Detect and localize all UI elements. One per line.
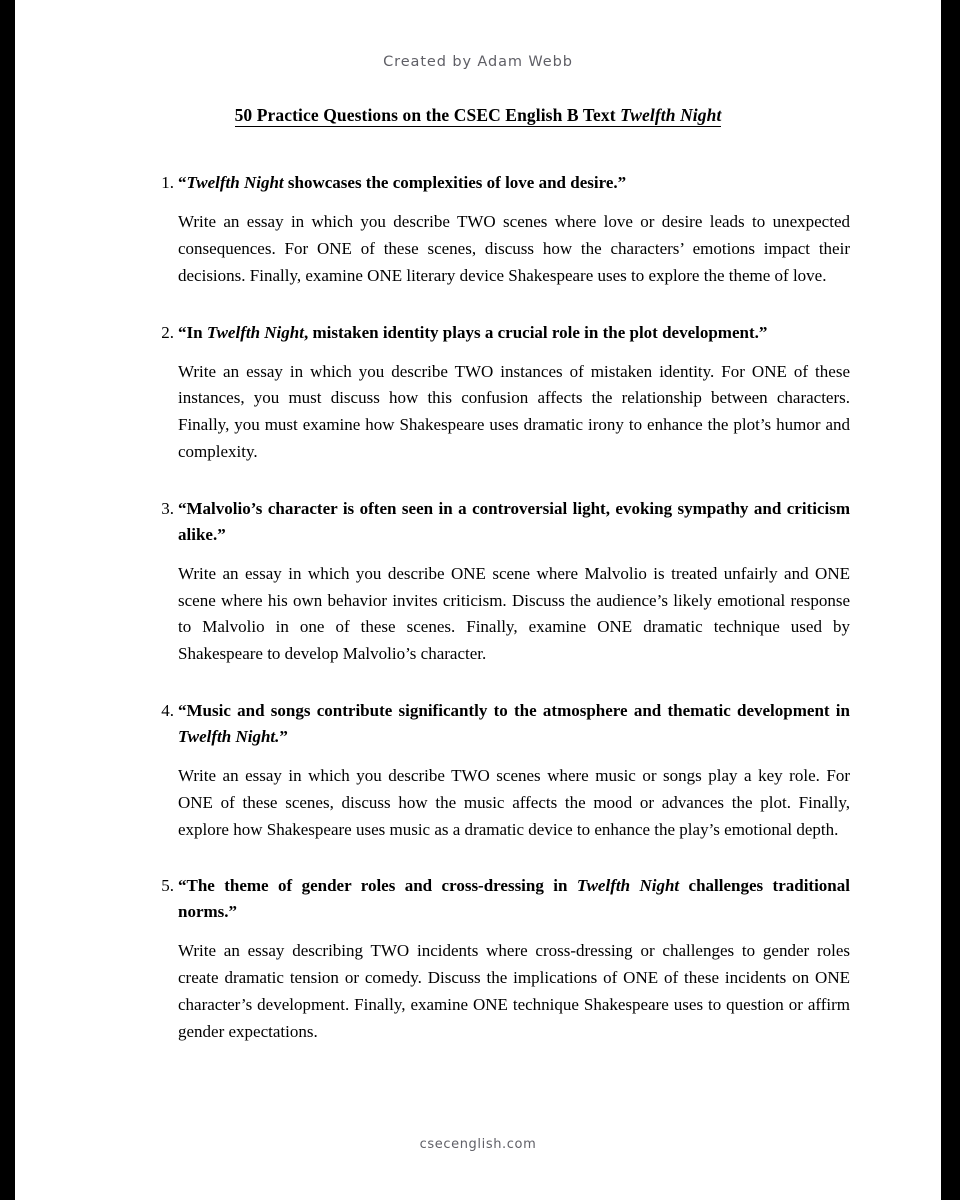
question-instructions: Write an essay in which you describe TWO scenes where music or songs play a key role. For ONE of these scenes, discuss how the music affects the mood or advances the plot. Finally, explore how Shakespeare uses music as a dramatic device to enhance the play’s emotional depth.	[178, 765, 850, 839]
prompt-text: “	[178, 173, 187, 193]
page-title-work: Twelfth Night	[620, 105, 722, 126]
prompt-text: ”	[279, 726, 288, 746]
question-item	[15, 873, 941, 1045]
page-footer-site: csecenglish.com	[419, 1137, 537, 1152]
page-title	[15, 105, 941, 126]
question-item	[15, 496, 941, 668]
work-title-italic: Twelfth Night	[576, 876, 680, 896]
question-instructions: Write an essay describing TWO incidents where cross-dressing or challenges to gender roles create dramatic tension or comedy. Discuss the implications of ONE of these incidents on ONE character’s development. Finally, examine ONE technique Shakespeare uses to question or affirm gender expectations.	[178, 941, 850, 1041]
work-title-italic: Twelfth Night	[186, 173, 284, 193]
prompt-text: “In	[178, 322, 207, 342]
question-number: 2.	[161, 322, 174, 342]
prompt-text: “Music and songs contribute significantly to the atmosphere and thematic development in	[178, 701, 850, 721]
prompt-text: “Malvolio’s character is often seen in a controversial light, evoking sympathy and criticism alike.”	[178, 499, 850, 544]
question-prompt	[178, 170, 850, 196]
question-prompt	[178, 873, 850, 925]
prompt-text: , mistaken identity plays a crucial role in the plot development.”	[303, 322, 768, 342]
question-prompt	[178, 496, 850, 548]
question-instructions: Write an essay in which you describe ONE scene where Malvolio is treated unfairly and ONE scene where his own behavior invites criticism. Discuss the audience’s likely emotional response to Malvolio in one of these scenes. Finally, examine ONE dramatic technique used by Shakespeare to develop Malvolio’s character.	[178, 563, 850, 664]
question-number: 5.	[161, 876, 174, 896]
work-title-italic: Twelfth Night.	[178, 726, 280, 746]
question-item	[15, 170, 941, 289]
question-number: 4.	[161, 701, 174, 721]
question-number: 1.	[161, 173, 174, 193]
question-instructions: Write an essay in which you describe TWO scenes where love or desire leads to unexpected consequences. For ONE of these scenes, discuss how the characters’ emotions impact their decisions. Finally, examine ONE literary device Shakespeare uses to explore the theme of love.	[178, 212, 850, 285]
prompt-text: showcases the complexities of love and desire.”	[283, 173, 627, 193]
question-prompt	[178, 320, 850, 346]
question-instructions: Write an essay in which you describe TWO instances of mistaken identity. For ONE of these instances, you must discuss how this confusion affects the relationship between characters. Finally, you must examine how Shakespeare uses dramatic irony to enhance the plot’s humor and complexity.	[178, 361, 850, 462]
page-header-credit: Created by Adam Webb	[383, 54, 573, 70]
question-prompt	[178, 698, 850, 750]
question-item	[15, 698, 941, 843]
prompt-text: “The theme of gender roles and cross-dressing in	[178, 876, 577, 896]
document-page	[15, 0, 941, 1200]
question-list	[15, 170, 941, 1045]
question-number: 3.	[161, 499, 174, 519]
question-item	[15, 320, 941, 466]
scan-edge-left	[0, 0, 15, 1200]
work-title-italic: Twelfth Night	[206, 322, 304, 342]
prompt-text: challenges traditional norms.”	[178, 876, 850, 922]
page-title-prefix: 50 Practice Questions on the CSEC English B Text	[234, 105, 621, 126]
scan-edge-right	[941, 0, 960, 1200]
